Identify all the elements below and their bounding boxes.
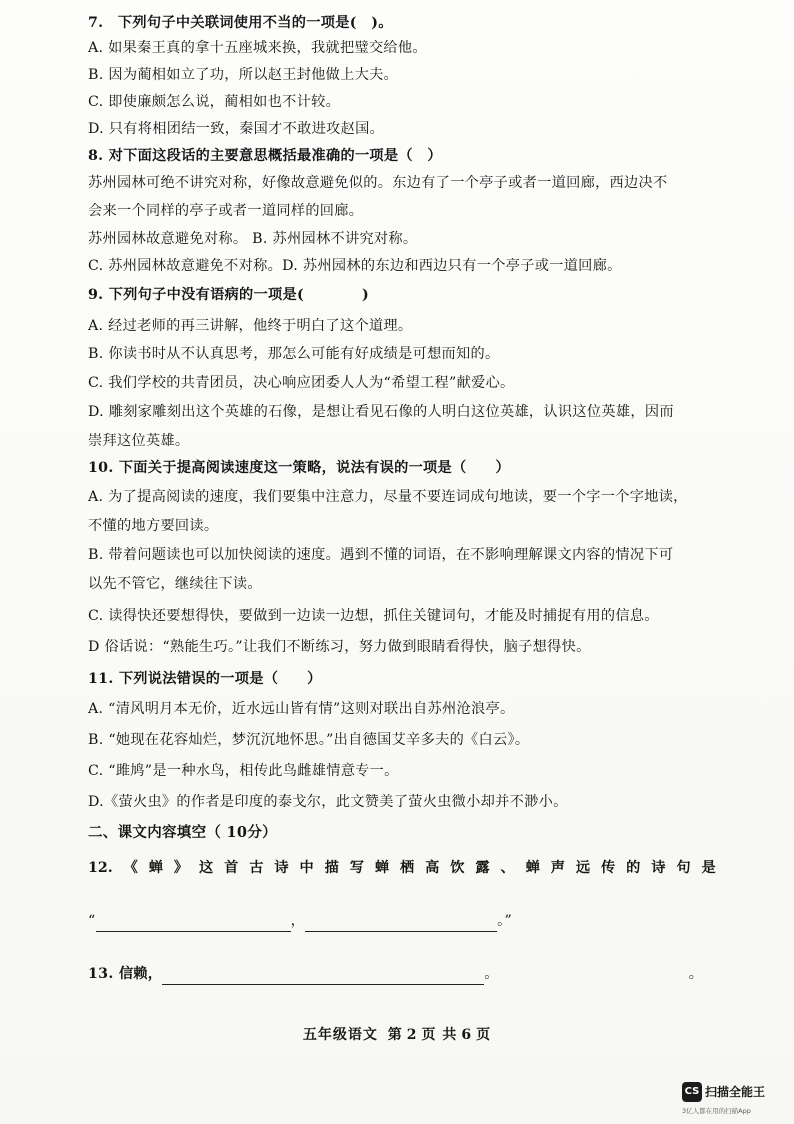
q7-option-d: D. 只有将相团结一致，秦国才不敢进攻赵国。 [88,121,385,137]
q12-char: 》 [173,860,189,876]
q7-option-c: C. 即使廉颇怎么说，蔺相如也不计较。 [88,94,341,110]
watermark-app-name: 扫描全能王 [705,1085,766,1099]
q11-option-c: C. “雎鸠”是一种水鸟，相传此鸟雌雄情意专一。 [88,763,399,779]
q12-char: 蝉 [148,860,163,876]
camscanner-logo-icon: CS [682,1082,702,1102]
q10-option-a-line-1: A. 为了提高阅读的速度，我们要集中注意力，尽量不要连词成句地读，要一个字一个字地读， [88,489,688,505]
q12-char: 诗 [651,860,666,876]
q8-passage-line-2: 会来一个同样的亭子或者一道同样的回廊。 [88,203,364,219]
q12-char: 是 [701,860,716,876]
footer-page-total: 6 [461,1027,473,1043]
q8-stem: 8. 对下面这段话的主要意思概括最准确的一项是（ ） [88,148,442,164]
footer-page-current: 2 [406,1027,418,1043]
q12-blank-1[interactable] [96,917,291,932]
q12-char: 写 [349,860,364,876]
q13-blank[interactable] [162,970,484,985]
q12-char: 蝉 [525,860,540,876]
q12-char: 12. [88,860,113,876]
q9-option-c: C. 我们学校的共青团员，决心响应团委人人为“希望工程”献爱心。 [88,375,515,391]
q13-end: 。 [484,966,499,982]
q12-char: 诗 [274,860,289,876]
q11-option-d: D.《萤火虫》的作者是印度的泰戈尔，此文赞美了萤火虫微小却并不渺小。 [88,794,568,810]
q12-char: 饮 [450,860,465,876]
q9-option-d-line-1: D. 雕刻家雕刻出这个英雄的石像，是想让看见石像的人明白这位英雄，认识这位英雄，因而 [88,404,674,420]
q8-passage-line-1: 苏州园林可绝不讲究对称，好像故意避免似的。东边有了一个亭子或者一道回廊，西边决不 [88,175,668,191]
q12-blank-2[interactable] [305,917,497,932]
q12-open-quote: “ [88,913,96,929]
q8-options-ab: 苏州园林故意避免对称。 B. 苏州园林不讲究对称。 [88,231,418,247]
q12-char: 露 [475,860,490,876]
footer-page-prefix: 第 [387,1027,403,1043]
q12-char: 描 [324,860,339,876]
q10-option-d: D 俗话说：“熟能生巧。”让我们不断练习，努力做到眼睛看得快，脑子想得快。 [88,639,591,655]
section2-heading: 二、课文内容填空（ 10分） [88,824,277,841]
q11-option-a: A. “清风明月本无价，近水远山皆有情”这则对联出自苏州沧浪亭。 [88,701,515,717]
footer-grade-subject: 五年级语文 [302,1027,378,1043]
q12-char: 传 [600,860,616,876]
q10-option-c: C. 读得快还要想得快，要做到一边读一边想，抓住关键词句，才能及时捕捉有用的信息。 [88,608,659,624]
q10-option-b-line-2: 以先不管它，继续往下读。 [88,576,262,592]
q12-char: 这 [198,860,214,876]
q9-option-b: B. 你读书时从不认真思考，那怎么可能有好成绩是可想而知的。 [88,346,500,362]
q13-line [88,963,724,985]
footer-page-suffix: 页 [476,1027,492,1043]
q12-char: 首 [224,860,239,876]
footer-page-mid: 页 共 [421,1027,458,1043]
q9-option-d-line-2: 崇拜这位英雄。 [88,433,190,449]
q12-char: 《 [123,860,138,876]
q7-stem: 7. 下列句子中关联词使用不当的一项是( )。 [88,15,393,31]
q12-stem [88,857,716,879]
q12-answer-line [88,910,724,932]
q12-char: 古 [249,860,264,876]
q11-stem: 11. 下列说法错误的一项是（ ） [88,671,322,687]
q13-label: 13. 信赖， [88,966,163,982]
q12-char: 声 [550,860,565,876]
q7-option-b: B. 因为蔺相如立了功，所以赵王封他做上大夫。 [88,67,399,83]
q8-options-cd: C. 苏州园林故意避免不对称。D. 苏州园林的东边和西边只有一个亭子或一道回廊。 [88,258,622,274]
q10-stem: 10. 下面关于提高阅读速度这一策略，说法有误的一项是（ ） [88,460,510,476]
q12-char: 的 [626,860,641,876]
q12-end-quote: 。” [497,913,513,929]
q12-char: 蝉 [374,860,390,876]
q12-char: 、 [500,860,515,876]
q9-stem: 9. 下列句子中没有语病的一项是( ) [88,287,369,303]
scanner-watermark [682,1081,778,1115]
watermark-slogan: 3亿人都在用的扫描App [682,1106,751,1115]
q12-comma: ， [290,913,306,929]
q10-option-a-line-2: 不懂的地方要回读。 [88,518,219,534]
page-footer [0,1024,794,1044]
q12-char: 远 [575,860,591,876]
q11-option-b: B. “她现在花容灿烂，梦沉沉地怀思。”出自德国艾辛多夫的《白云》。 [88,732,530,748]
q12-char: 栖 [399,860,415,876]
q12-char: 中 [299,860,314,876]
q7-option-a: A. 如果秦王真的拿十五座城来换，我就把璧交给他。 [88,40,427,56]
q10-option-b-line-1: B. 带着问题读也可以加快阅读的速度。遇到不懂的词语，在不影响理解课文内容的情况下可 [88,547,674,563]
q9-option-a: A. 经过老师的再三讲解，他终于明白了这个道理。 [88,318,413,334]
q12-char: 句 [676,860,691,876]
q13-dot: 。 [688,966,704,982]
q12-char: 高 [425,860,440,876]
